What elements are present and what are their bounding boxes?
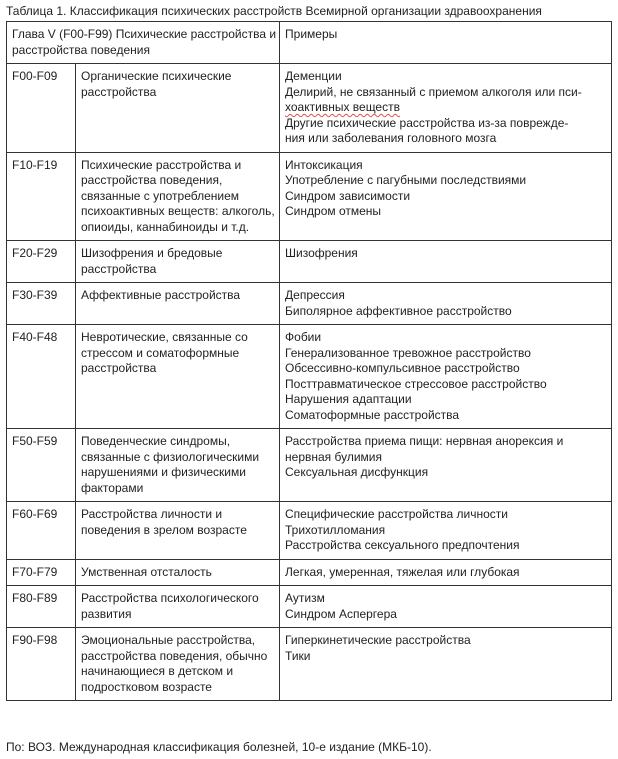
- example-item: Аутизм: [285, 591, 325, 605]
- examples-cell: [280, 559, 612, 586]
- category-cell: Расстройства психологического развития: [76, 586, 280, 628]
- table-row: [7, 559, 612, 586]
- example-item: Синдром Аспергера: [285, 606, 397, 621]
- code-cell: F40-F48: [7, 325, 76, 429]
- table-row: [7, 325, 612, 429]
- example-item: хоактивных веществ: [285, 100, 400, 114]
- table-row: [7, 429, 612, 502]
- examples-cell: [280, 502, 612, 560]
- code-cell: F50-F59: [7, 429, 76, 502]
- example-item: Легкая, умеренная, тяжелая или глубокая: [285, 564, 520, 579]
- table-row: [7, 152, 612, 241]
- table-row: [7, 241, 612, 283]
- example-item: Фобии: [285, 330, 322, 344]
- example-item: Трихотилломания: [285, 522, 386, 537]
- code-cell: F70-F79: [7, 559, 76, 586]
- table-header-row: [7, 22, 612, 64]
- code-cell: F30-F39: [7, 283, 76, 325]
- code-cell: F10-F19: [7, 152, 76, 241]
- example-item: Другие психические расстройства из-за поврежде-: [285, 115, 569, 130]
- examples-cell: [280, 283, 612, 325]
- table-row: [7, 283, 612, 325]
- examples-cell: [280, 241, 612, 283]
- example-item: Расстройства сексуального предпочтения: [285, 538, 520, 552]
- category-cell: Шизофрения и бредовые расстройства: [76, 241, 280, 283]
- category-cell: Невротические, связанные со стрессом и соматоформные расстройства: [76, 325, 280, 429]
- example-item: Сексуальная дисфункция: [285, 465, 429, 479]
- example-item: Шизофрения: [285, 246, 358, 260]
- category-cell: Эмоциональные расстройства, расстройства поведения, обычно начинающиеся в детском и подростковом возрасте: [76, 628, 280, 701]
- example-item: Гиперкинетические расстройства: [285, 633, 471, 647]
- code-cell: F60-F69: [7, 502, 76, 560]
- header-chapter-cell: Глава V (F00-F99) Психические расстройства и расстройства поведения: [7, 22, 280, 64]
- category-cell: Психические расстройства и расстройства поведения, связанные с употреблением психоактивных веществ: алкоголь, опиоиды, каннабиноиды и т.д.: [76, 152, 280, 241]
- examples-cell: [280, 64, 612, 153]
- example-item: Расстройства приема пищи: нервная анорексия и нервная булимия: [285, 434, 567, 464]
- table-caption: Таблица 1. Классификация психических расстройств Всемирной организации здравоохранения: [6, 4, 542, 18]
- examples-cell: [280, 628, 612, 701]
- example-item: Синдром отмены: [285, 204, 382, 218]
- category-cell: Поведенческие синдромы, связанные с физиологическими нарушениями и физическими факторами: [76, 429, 280, 502]
- example-item: Синдром зависимости: [285, 188, 411, 203]
- examples-cell: [280, 586, 612, 628]
- code-cell: F80-F89: [7, 586, 76, 628]
- source-note: По: ВОЗ. Международная классификация болезней, 10-е издание (МКБ-10).: [6, 740, 432, 754]
- classification-table: [6, 21, 612, 701]
- example-item: Интоксикация: [285, 157, 363, 172]
- table-row: [7, 586, 612, 628]
- example-item: ния или заболевания головного мозга: [285, 131, 497, 145]
- examples-cell: [280, 325, 612, 429]
- example-item: Генерализованное тревожное расстройство: [285, 345, 531, 360]
- code-cell: F90-F98: [7, 628, 76, 701]
- example-item: Специфические расстройства личности: [285, 507, 508, 521]
- example-item: Депрессия: [285, 288, 345, 302]
- example-item: Нарушения адаптации: [285, 392, 412, 406]
- example-item: Соматоформные расстройства: [285, 407, 460, 422]
- example-item: Деменции: [285, 69, 342, 83]
- code-cell: F00-F09: [7, 64, 76, 153]
- code-cell: F20-F29: [7, 241, 76, 283]
- example-item: Биполярное аффективное расстройство: [285, 303, 512, 318]
- table-row: [7, 64, 612, 153]
- category-cell: Умственная отсталость: [76, 559, 280, 586]
- header-examples-cell: Примеры: [280, 22, 612, 64]
- table-row: [7, 502, 612, 560]
- example-item: Посттравматическое стрессовое расстройство: [285, 376, 547, 391]
- category-cell: Аффективные расстройства: [76, 283, 280, 325]
- example-item: Тики: [285, 648, 311, 663]
- category-cell: Органические психические расстройства: [76, 64, 280, 153]
- examples-cell: [280, 429, 612, 502]
- examples-cell: [280, 152, 612, 241]
- example-item: Делирий, не связанный с приемом алкоголя или пси-: [285, 84, 582, 99]
- example-item: Обсессивно-компульсивное расстройство: [285, 361, 520, 375]
- category-cell: Расстройства личности и поведения в зрелом возрасте: [76, 502, 280, 560]
- table-row: [7, 628, 612, 701]
- example-item: Употребление с пагубными последствиями: [285, 173, 527, 187]
